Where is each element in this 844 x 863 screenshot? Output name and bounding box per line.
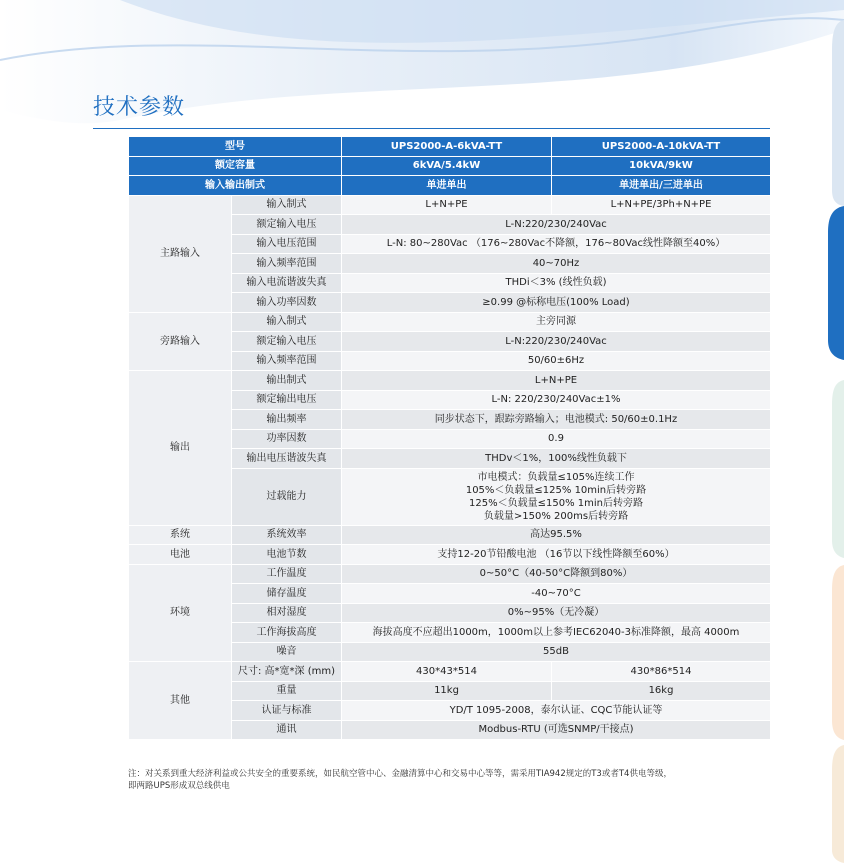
cell-value: 55dB xyxy=(342,642,771,662)
cell-value: THDv＜1%，100%线性负载下 xyxy=(342,449,771,469)
cell-value: L-N: 220/230/240Vac±1% xyxy=(342,390,771,410)
row-label: 通讯 xyxy=(232,720,342,740)
page-title: 技术参数 xyxy=(93,95,186,120)
section-bypass-input: 旁路输入 xyxy=(129,312,232,371)
cell-value: 16kg xyxy=(552,681,771,701)
cell-value: 430*43*514 xyxy=(342,662,552,682)
cell-value: 40~70Hz xyxy=(342,254,771,274)
cell-value: 0~50°C（40-50°C降额到80%） xyxy=(342,564,771,584)
cell-value: -40~70°C xyxy=(342,584,771,604)
capacity-label: 额定容量 xyxy=(129,156,342,176)
cell-value: 支持12-20节铅酸电池 （16节以下线性降额至60%） xyxy=(342,545,771,565)
row-label: 电池节数 xyxy=(232,545,342,565)
cell-value: 同步状态下，跟踪旁路输入；电池模式: 50/60±0.1Hz xyxy=(342,410,771,430)
row-label: 尺寸: 高*宽*深 (mm) xyxy=(232,662,342,682)
cell-value: L+N+PE xyxy=(342,371,771,391)
row-label: 储存温度 xyxy=(232,584,342,604)
row-label: 输入频率范围 xyxy=(232,351,342,371)
side-tab-decoration xyxy=(814,0,844,863)
cell-value: THDi＜3% (线性负载) xyxy=(342,273,771,293)
capacity-b: 10kVA/9kW xyxy=(552,156,771,176)
section-other: 其他 xyxy=(129,662,232,740)
row-label: 工作海拔高度 xyxy=(232,623,342,643)
cell-value: L+N+PE xyxy=(342,195,552,215)
row-label: 输入功率因数 xyxy=(232,293,342,313)
row-label: 输入电流谐波失真 xyxy=(232,273,342,293)
row-label: 额定输入电压 xyxy=(232,332,342,352)
table-row xyxy=(129,176,771,196)
cell-value: L-N: 80~280Vac （176~280Vac不降额，176~80Vac线性降额至40%） xyxy=(342,234,771,254)
table-row xyxy=(129,312,771,332)
row-label: 输入制式 xyxy=(232,312,342,332)
row-label: 输入频率范围 xyxy=(232,254,342,274)
cell-value: 0%~95%（无冷凝） xyxy=(342,603,771,623)
model-label: 型号 xyxy=(129,137,342,157)
section-battery: 电池 xyxy=(129,545,232,565)
section-main-input: 主路输入 xyxy=(129,195,232,312)
cell-value: 海拔高度不应超出1000m，1000m以上参考IEC62040-3标准降额，最高 4000m xyxy=(342,623,771,643)
row-label: 功率因数 xyxy=(232,429,342,449)
overload-line: 105%＜负载量≤125% 10min后转旁路 xyxy=(465,484,647,496)
footnote-line: 即两路UPS形成双总线供电 xyxy=(128,781,230,791)
table-row xyxy=(129,137,771,157)
table-row xyxy=(129,525,771,545)
cell-value: 0.9 xyxy=(342,429,771,449)
section-system: 系统 xyxy=(129,525,232,545)
cell-value: Modbus-RTU (可选SNMP/干接点) xyxy=(342,720,771,740)
table-row xyxy=(129,371,771,391)
row-label: 认证与标准 xyxy=(232,701,342,721)
row-label: 输出电压谐波失真 xyxy=(232,449,342,469)
cell-value: ≥0.99 @标称电压(100% Load) xyxy=(342,293,771,313)
row-label: 相对湿度 xyxy=(232,603,342,623)
row-label: 额定输出电压 xyxy=(232,390,342,410)
cell-value: L-N:220/230/240Vac xyxy=(342,215,771,235)
overload-line: 负载量>150% 200ms后转旁路 xyxy=(483,510,629,522)
row-label: 噪音 xyxy=(232,642,342,662)
row-label: 输入制式 xyxy=(232,195,342,215)
mode-a: 单进单出 xyxy=(342,176,552,196)
model-a: UPS2000-A-6kVA-TT xyxy=(342,137,552,157)
row-label: 输入电压范围 xyxy=(232,234,342,254)
overload-line: 125%＜负载量≤150% 1min后转旁路 xyxy=(469,497,643,509)
cell-value: 430*86*514 xyxy=(552,662,771,682)
footnote xyxy=(128,768,672,792)
row-label: 过载能力 xyxy=(232,468,342,525)
mode-b: 单进单出/三进单出 xyxy=(552,176,771,196)
overload-cell xyxy=(342,468,771,525)
overload-line: 市电模式：负载量≤105%连续工作 xyxy=(477,471,635,483)
section-output: 输出 xyxy=(129,371,232,526)
model-b: UPS2000-A-10kVA-TT xyxy=(552,137,771,157)
title-divider xyxy=(93,128,770,129)
row-label: 系统效率 xyxy=(232,525,342,545)
section-environment: 环境 xyxy=(129,564,232,662)
row-label: 重量 xyxy=(232,681,342,701)
table-row xyxy=(129,156,771,176)
footnote-line: 注：对关系到重大经济利益或公共安全的重要系统，如民航空管中心、金融清算中心和交易中心等等，需采用TIA942规定的T3或者T4供电等级， xyxy=(128,769,672,779)
cell-value: L-N:220/230/240Vac xyxy=(342,332,771,352)
capacity-a: 6kVA/5.4kW xyxy=(342,156,552,176)
table-row xyxy=(129,662,771,682)
mode-label: 输入输出制式 xyxy=(129,176,342,196)
spec-table xyxy=(128,136,771,740)
cell-value: L+N+PE/3Ph+N+PE xyxy=(552,195,771,215)
cell-value: 11kg xyxy=(342,681,552,701)
cell-value: YD/T 1095-2008，泰尔认证、CQC节能认证等 xyxy=(342,701,771,721)
table-row xyxy=(129,195,771,215)
row-label: 额定输入电压 xyxy=(232,215,342,235)
row-label: 输出制式 xyxy=(232,371,342,391)
cell-value: 高达95.5% xyxy=(342,525,771,545)
cell-value: 50/60±6Hz xyxy=(342,351,771,371)
row-label: 工作温度 xyxy=(232,564,342,584)
row-label: 输出频率 xyxy=(232,410,342,430)
cell-value: 主旁同源 xyxy=(342,312,771,332)
table-row xyxy=(129,545,771,565)
table-row xyxy=(129,564,771,584)
